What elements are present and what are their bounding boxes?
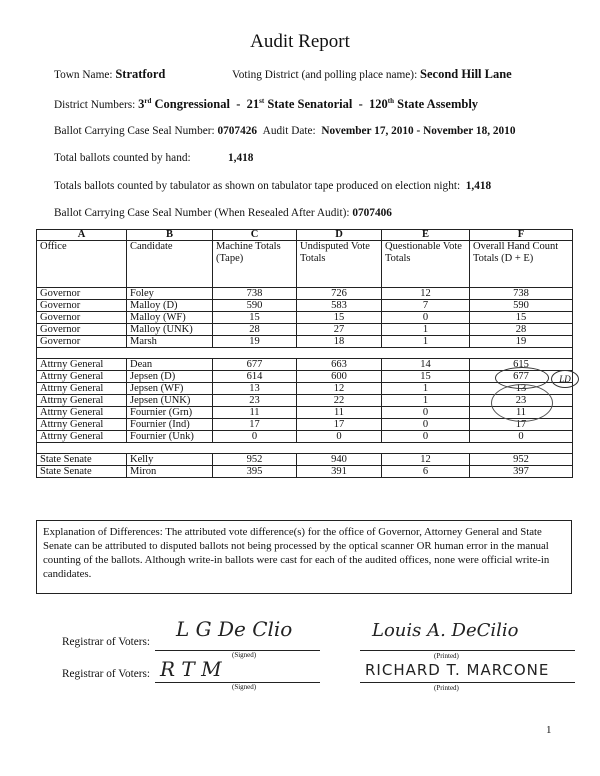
signed-label: (Signed) (232, 651, 257, 659)
table-cell: Attrny General (37, 431, 127, 443)
table-cell: 0 (382, 312, 470, 324)
table-cell: 395 (213, 466, 297, 478)
audit-date-label: Audit Date: (262, 125, 316, 137)
printed-line (360, 650, 575, 651)
senatorial-num: 21 (246, 97, 260, 112)
table-cell: 19 (213, 336, 297, 348)
table-cell: 391 (297, 466, 382, 478)
table-cell: 17 (470, 419, 573, 431)
table-cell: 600 (297, 371, 382, 383)
table-cell: 952 (470, 454, 573, 466)
table-cell: 952 (213, 454, 297, 466)
table-cell: Dean (127, 359, 213, 371)
table-cell: 19 (470, 336, 573, 348)
hand-count-label: Total ballots counted by hand: (54, 152, 191, 164)
table-cell: Jepsen (WF) (127, 383, 213, 395)
table-cell: 738 (470, 288, 573, 300)
table-cell: 677 (213, 359, 297, 371)
table-cell: 11 (470, 407, 573, 419)
table-cell: 663 (297, 359, 382, 371)
signed-label: (Signed) (232, 683, 257, 691)
table-cell: 1 (382, 395, 470, 407)
table-cell: 0 (470, 431, 573, 443)
table-cell: Governor (37, 300, 127, 312)
assembly-num: 120 (369, 97, 388, 112)
congressional-sup: rd (144, 97, 152, 105)
table-cell: 7 (382, 300, 470, 312)
senatorial-sup: st (259, 97, 265, 105)
seal-value: 0707426 (217, 125, 258, 137)
audit-date-value: November 17, 2010 - November 18, 2010 (321, 125, 516, 137)
table-cell: State Senate (37, 466, 127, 478)
table-cell: Malloy (WF) (127, 312, 213, 324)
district-line (232, 67, 512, 82)
registrar-2-signature: R T M (160, 657, 222, 681)
table-cell: 23 (470, 395, 573, 407)
table-cell: Governor (37, 336, 127, 348)
table-row (37, 454, 573, 466)
table-cell: Malloy (UNK) (127, 324, 213, 336)
resealed-label: Ballot Carrying Case Seal Number (When Resealed After Audit): (54, 207, 350, 219)
table-row (37, 431, 573, 443)
table-row (37, 371, 573, 383)
column-letter: F (470, 230, 573, 241)
registrar-1-printed-name: Louis A. DeCilio (372, 620, 519, 641)
column-header: Overall Hand Count Totals (D + E) (470, 241, 573, 288)
printed-label: (Printed) (434, 684, 459, 692)
table-cell: 0 (213, 431, 297, 443)
table-cell: 1 (382, 383, 470, 395)
tabulator-line (54, 180, 491, 192)
registrar-1-signature: L G De Clio (176, 617, 293, 641)
seal-label: Ballot Carrying Case Seal Number: (54, 125, 215, 137)
spacer-cell (37, 443, 573, 454)
table-cell: 590 (470, 300, 573, 312)
table-cell: 0 (297, 431, 382, 443)
district-numbers-label: District Numbers: (54, 99, 136, 112)
table-cell: Attrny General (37, 383, 127, 395)
table-cell: 11 (213, 407, 297, 419)
table-cell: 726 (297, 288, 382, 300)
resealed-value: 0707406 (352, 207, 392, 219)
table-cell: Fournier (Unk) (127, 431, 213, 443)
table-row (37, 288, 573, 300)
table-cell: 28 (470, 324, 573, 336)
registrar-2-label: Registrar of Voters: (62, 668, 151, 680)
table-row (37, 466, 573, 478)
table-cell: Governor (37, 324, 127, 336)
town-value: Stratford (115, 67, 166, 81)
table-cell: Attrny General (37, 359, 127, 371)
table-cell: 677 (470, 371, 573, 383)
spacer-cell (37, 348, 573, 359)
district-label: Voting District (and polling place name): (232, 69, 418, 81)
table-cell: Miron (127, 466, 213, 478)
column-letters-row (37, 230, 573, 241)
table-cell: 0 (382, 407, 470, 419)
table-cell: 15 (297, 312, 382, 324)
table-cell: 738 (213, 288, 297, 300)
district-numbers-line: District Numbers: 3rd Congressional - 21st State Senatorial - 120th State Assembly (54, 97, 479, 112)
table-cell: Governor (37, 312, 127, 324)
table-cell: Fournier (Grn) (127, 407, 213, 419)
explanation-box (36, 520, 572, 594)
explanation-text: Explanation of Differences: The attributed vote difference(s) for the office of Governor, Attorney General and State Senate can be attributed to disputed ballots not being processed by the optical scanner OR human error in the manual counting of the ballots. Although write-in ballots were cast for each of the audited offices, none were official write-in candidates. (43, 526, 550, 580)
table-cell: 27 (297, 324, 382, 336)
table-cell: 1 (382, 324, 470, 336)
table-cell: 28 (213, 324, 297, 336)
table-cell: 12 (382, 288, 470, 300)
table-cell: Jepsen (UNK) (127, 395, 213, 407)
column-letter: C (213, 230, 297, 241)
table-row (37, 359, 573, 371)
table-row (37, 300, 573, 312)
table-cell: 18 (297, 336, 382, 348)
table-spacer-row (37, 443, 573, 454)
table-cell: 14 (382, 359, 470, 371)
table-row (37, 419, 573, 431)
table-cell: 583 (297, 300, 382, 312)
resealed-line (54, 207, 392, 219)
column-header: Questionable Vote Totals (382, 241, 470, 288)
congressional-num: 3 (138, 97, 145, 112)
table-row (37, 383, 573, 395)
table-cell: Attrny General (37, 371, 127, 383)
table-cell: 397 (470, 466, 573, 478)
column-header: Machine Totals (Tape) (213, 241, 297, 288)
column-letter: B (127, 230, 213, 241)
table-cell: 614 (213, 371, 297, 383)
table-cell: Attrny General (37, 419, 127, 431)
column-header: Candidate (127, 241, 213, 288)
table-header-row (37, 241, 573, 288)
table-cell: 17 (297, 419, 382, 431)
table-cell: 23 (213, 395, 297, 407)
tabulator-label: Totals ballots counted by tabulator as shown on tabulator tape produced on election night: (54, 180, 461, 192)
column-letter: E (382, 230, 470, 241)
table-cell: 12 (382, 454, 470, 466)
printed-line (360, 682, 575, 683)
correction-circle (491, 384, 553, 422)
table-spacer-row (37, 348, 573, 359)
margin-initials: LD (551, 370, 579, 388)
table-cell: 22 (297, 395, 382, 407)
audit-table (36, 229, 573, 478)
table-cell: Marsh (127, 336, 213, 348)
table-cell: 11 (297, 407, 382, 419)
column-header: Undisputed Vote Totals (297, 241, 382, 288)
table-row (37, 312, 573, 324)
table-row (37, 324, 573, 336)
assembly-text: State Assembly (397, 97, 479, 112)
printed-label: (Printed) (434, 652, 459, 660)
column-letter: A (37, 230, 127, 241)
table-cell: State Senate (37, 454, 127, 466)
table-cell: Governor (37, 288, 127, 300)
table-cell: 0 (382, 431, 470, 443)
table-cell: 15 (382, 371, 470, 383)
tabulator-value: 1,418 (465, 180, 492, 192)
table-cell: Malloy (D) (127, 300, 213, 312)
table-cell: 590 (213, 300, 297, 312)
table-cell: 0 (382, 419, 470, 431)
table-cell: Attrny General (37, 407, 127, 419)
table-cell: 940 (297, 454, 382, 466)
seal-line (54, 125, 515, 137)
table-cell: 13 (470, 383, 573, 395)
table-cell: Kelly (127, 454, 213, 466)
page-title: Audit Report (250, 31, 350, 52)
registrar-2-printed-name: RICHARD T. MARCONE (365, 661, 550, 679)
table-row (37, 336, 573, 348)
registrar-1-label: Registrar of Voters: (62, 636, 151, 648)
town-label: Town Name: (54, 69, 113, 81)
table-cell: Foley (127, 288, 213, 300)
table-cell: Jepsen (D) (127, 371, 213, 383)
table-cell: 12 (297, 383, 382, 395)
assembly-sup: th (387, 97, 395, 105)
hand-count-line (54, 152, 191, 164)
congressional-text: Congressional (154, 97, 230, 112)
table-cell: 1 (382, 336, 470, 348)
hand-count-value: 1,418 (228, 152, 254, 164)
table-cell: Fournier (Ind) (127, 419, 213, 431)
column-header: Office (37, 241, 127, 288)
table-cell: Attrny General (37, 395, 127, 407)
page-number: 1 (546, 724, 552, 736)
table-cell: 615 (470, 359, 573, 371)
table-cell: 15 (470, 312, 573, 324)
table-cell: 17 (213, 419, 297, 431)
column-letter: D (297, 230, 382, 241)
senatorial-text: State Senatorial (267, 97, 353, 112)
district-value: Second Hill Lane (420, 67, 512, 81)
table-cell: 13 (213, 383, 297, 395)
table-cell: 6 (382, 466, 470, 478)
table-cell: 15 (213, 312, 297, 324)
town-line (54, 67, 165, 82)
